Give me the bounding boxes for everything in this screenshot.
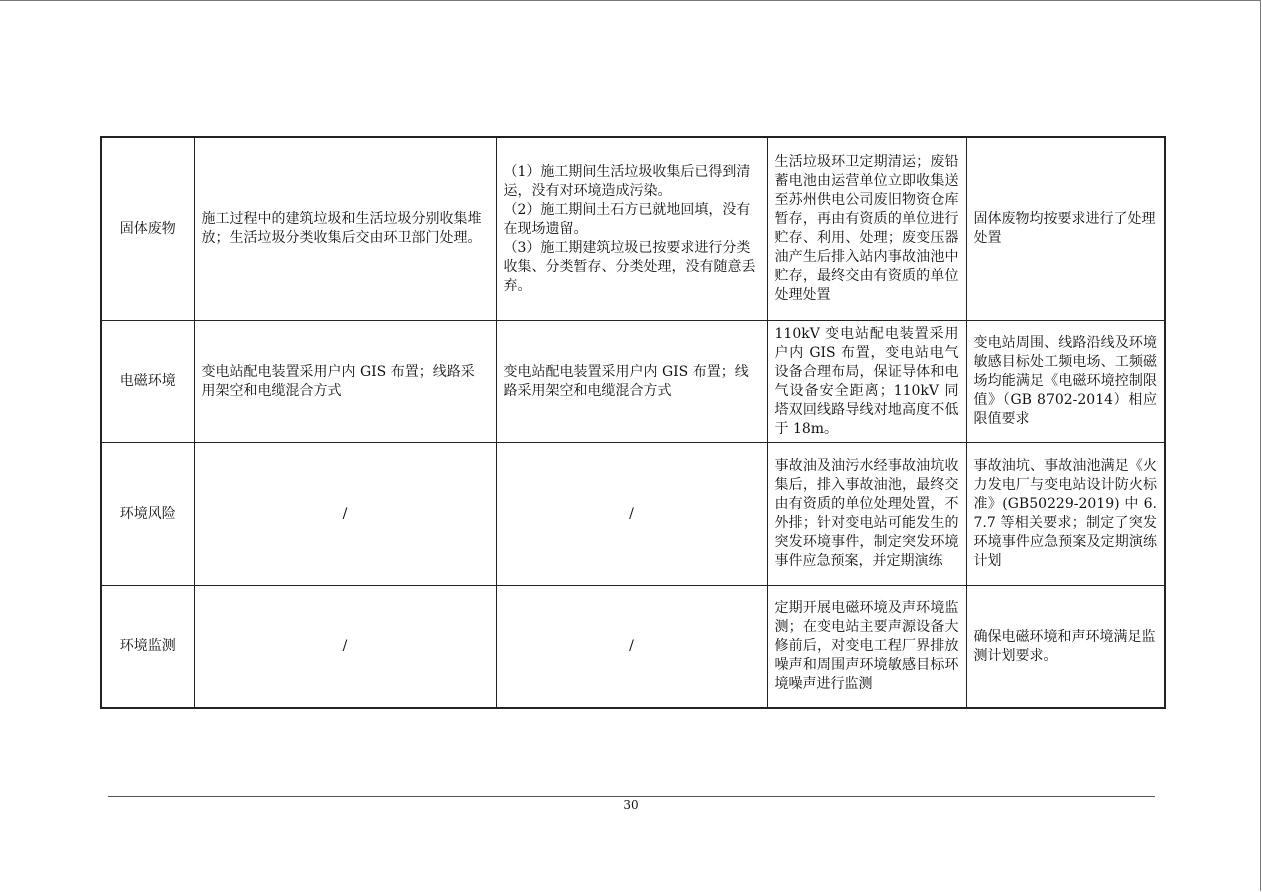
- implementation-item: /: [629, 638, 634, 654]
- table-row-solid-waste: [101, 137, 1165, 321]
- implementation-item: （2）施工期间土石方已就地回填，没有在现场遗留。: [503, 201, 751, 237]
- category-cell: 环境风险: [101, 443, 194, 586]
- result-cell: 事故油坑、事故油池满足《火力发电厂与变电站设计防火标准》(GB50229-2019) 中 6.7.7 等相关要求；制定了突发环境事件应急预案及定期演练计划: [966, 443, 1165, 586]
- operation-cell: 110kV 变电站配电装置采用户内 GIS 布置，变电站电气设备合理布局，保证导体和电气设备安全距离；110kV 同塔双回线路导线对地高度不低于 18m。: [767, 321, 966, 443]
- result-cell: 固体废物均按要求进行了处理处置: [966, 137, 1165, 321]
- category-cell: 环境监测: [101, 586, 194, 709]
- implementation-item: （1）施工期间生活垃圾收集后已得到清运，没有对环境造成污染。: [503, 163, 751, 199]
- category-cell: 固体废物: [101, 137, 194, 321]
- table-row-environmental-monitoring: [101, 586, 1165, 709]
- table-row-electromagnetic: [101, 321, 1165, 443]
- page-number: 30: [623, 798, 639, 812]
- result-cell: 变电站周围、线路沿线及环境敏感目标处工频电场、工频磁场均能满足《电磁环境控制限值》（GB 8702-2014）相应限值要求: [966, 321, 1165, 443]
- result-cell: 确保电磁环境和声环境满足监测计划要求。: [966, 586, 1165, 709]
- implementation-cell: [496, 443, 767, 586]
- implementation-cell: [496, 321, 767, 443]
- implementation-cell: [496, 137, 767, 321]
- operation-cell: 生活垃圾环卫定期清运；废铅蓄电池由运营单位立即收集送至苏州供电公司废旧物资仓库暂存，再由有资质的单位进行贮存、利用、处理；废变压器油产生后排入站内事故油池中贮存，最终交由有资质的单位处理处置: [767, 137, 966, 321]
- operation-cell: 事故油及油污水经事故油坑收集后，排入事故油池，最终交由有资质的单位处理处置，不外排；针对变电站可能发生的突发环境事件，制定突发环境事件应急预案，并定期演练: [767, 443, 966, 586]
- category-cell: 电磁环境: [101, 321, 194, 443]
- implementation-item: /: [629, 505, 634, 522]
- operation-cell: 定期开展电磁环境及声环境监测；在变电站主要声源设备大修前后，对变电工程厂界排放噪声和周围声环境敏感目标环境噪声进行监测: [767, 586, 966, 709]
- construction-cell: /: [194, 586, 496, 709]
- footer-divider: [108, 796, 1155, 797]
- measures-table: [100, 136, 1166, 709]
- construction-cell: 施工过程中的建筑垃圾和生活垃圾分别收集堆放；生活垃圾分类收集后交由环卫部门处理。: [194, 137, 496, 321]
- construction-cell: /: [194, 443, 496, 586]
- implementation-item: 变电站配电装置采用户内 GIS 布置；线路采用架空和电缆混合方式: [503, 363, 749, 399]
- implementation-item: （3）施工期建筑垃圾已按要求进行分类收集、分类暂存、分类处理，没有随意丢弃。: [503, 239, 756, 294]
- implementation-cell: [496, 586, 767, 709]
- construction-cell: 变电站配电装置采用户内 GIS 布置；线路采用架空和电缆混合方式: [194, 321, 496, 443]
- table-row-environmental-risk: [101, 443, 1165, 586]
